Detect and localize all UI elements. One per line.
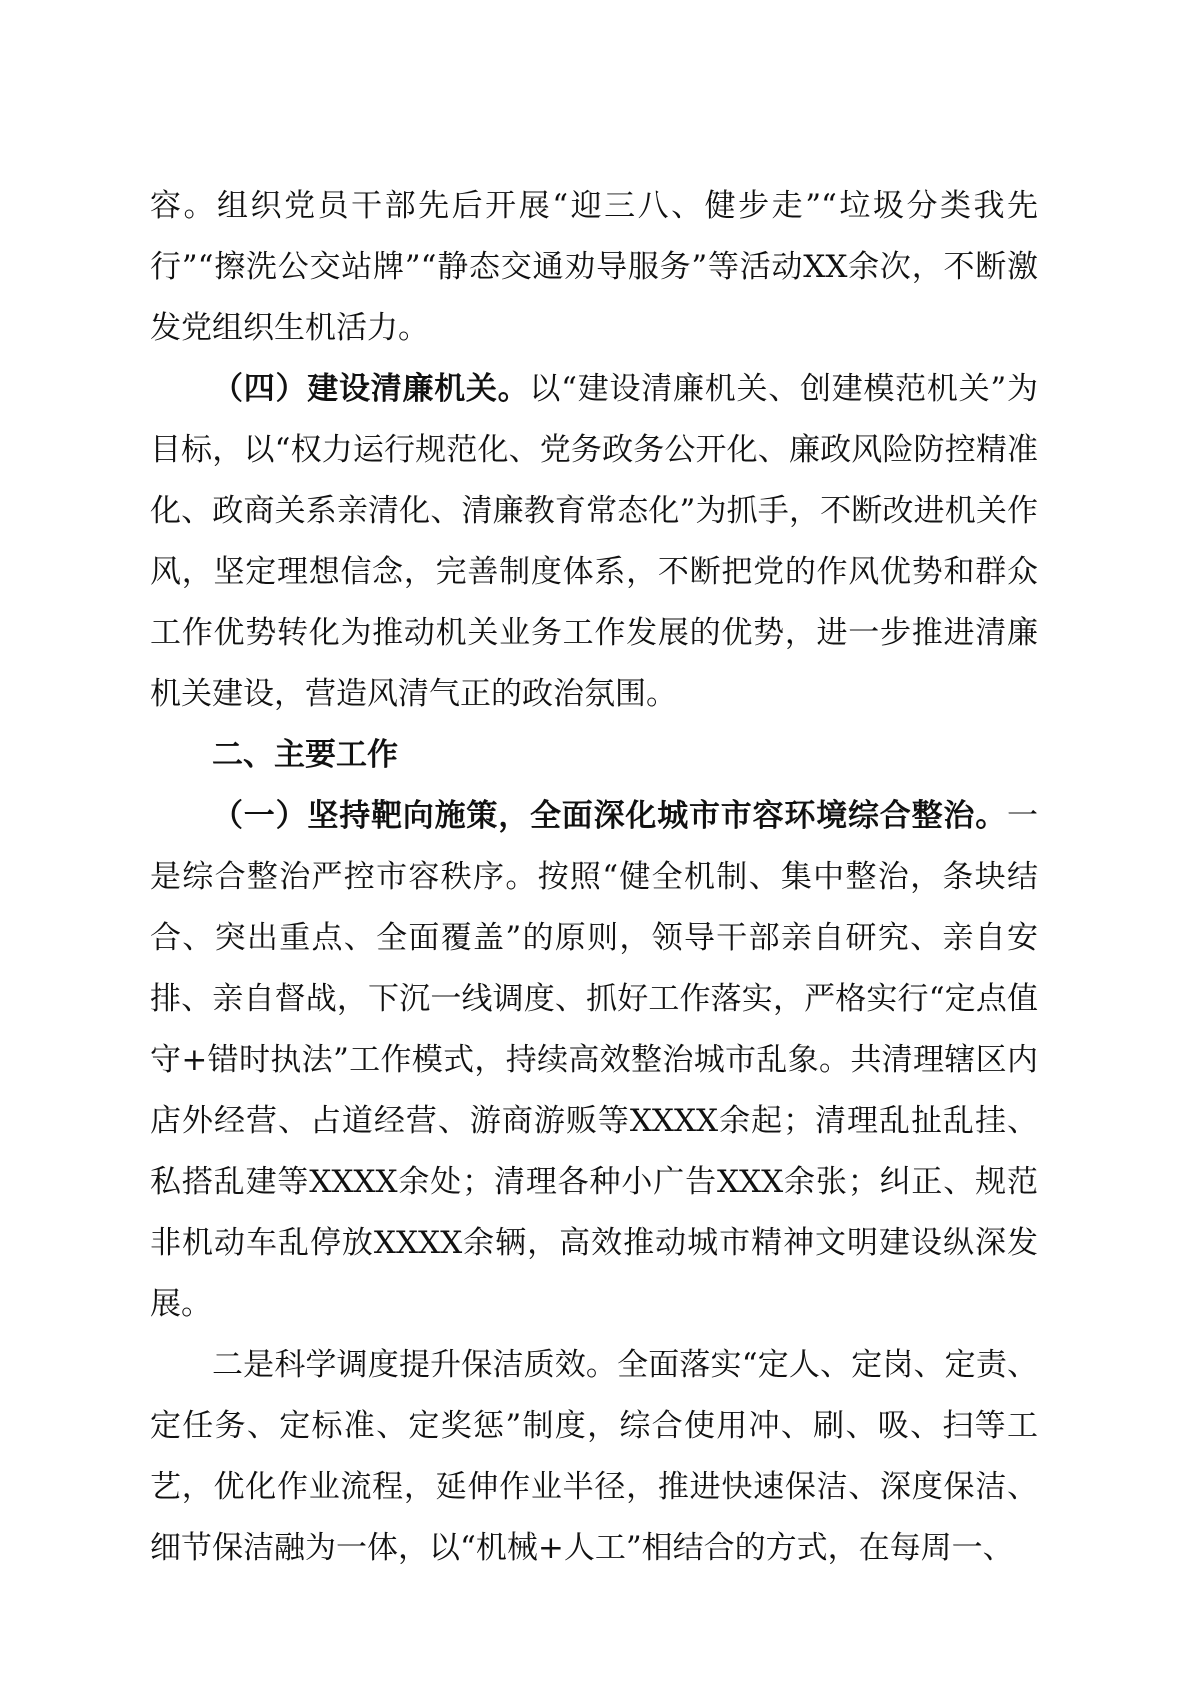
paragraph-text: 二是科学调度提升保洁质效。全面落实“定人、定岗、定责、定任务、定标准、定奖惩”制度，综合使用冲、刷、吸、扫等工艺，优化作业流程，延伸作业半径，推进快速保洁、深度保洁、细节保洁融为一体，以“机械+人工”相结合的方式，在每周一、 <box>150 1347 1038 1566</box>
document-body <box>150 176 1038 1579</box>
paragraph-clean-organ <box>150 359 1038 725</box>
paragraph-text: 容。组织党员干部先后开展“迎三八、健步走”“垃圾分类我先行”“擦洗公交站牌”“静态交通劝导服务”等活动XX余次，不断激发党组织生机活力。 <box>150 188 1038 346</box>
paragraph-lead: （一）坚持靶向施策，全面深化城市市容环境综合整治。 <box>212 798 1007 834</box>
section-heading <box>150 725 1038 786</box>
paragraph-text: 以“建设清廉机关、创建模范机关”为目标，以“权力运行规范化、党务政务公开化、廉政风险防控精准化、政商关系亲清化、清廉教育常态化”为抓手，不断改进机关作风，坚定理想信念，完善制度体系，不断把党的作风优势和群众工作优势转化为推动机关业务工作发展的优势，进一步推进清廉机关建设，营造风清气正的政治氛围。 <box>150 371 1038 712</box>
paragraph-targeted-policy <box>150 786 1038 1335</box>
paragraph-continuation <box>150 176 1038 359</box>
section-heading-text: 二、主要工作 <box>212 737 398 773</box>
paragraph-text: 一是综合整治严控市容秩序。按照“健全机制、集中整治，条块结合、突出重点、全面覆盖”的原则，领导干部亲自研究、亲自安排、亲自督战，下沉一线调度、抓好工作落实，严格实行“定点值守+错时执法”工作模式，持续高效整治城市乱象。共清理辖区内店外经营、占道经营、游商游贩等XXXX余起；清理乱扯乱挂、私搭乱建等XXXX余处；清理各种小广告XXX余张；纠正、规范非机动车乱停放XXXX余辆，高效推动城市精神文明建设纵深发展。 <box>150 798 1038 1322</box>
paragraph-cleaning-quality <box>150 1335 1038 1579</box>
paragraph-lead: （四）建设清廉机关。 <box>212 371 530 407</box>
